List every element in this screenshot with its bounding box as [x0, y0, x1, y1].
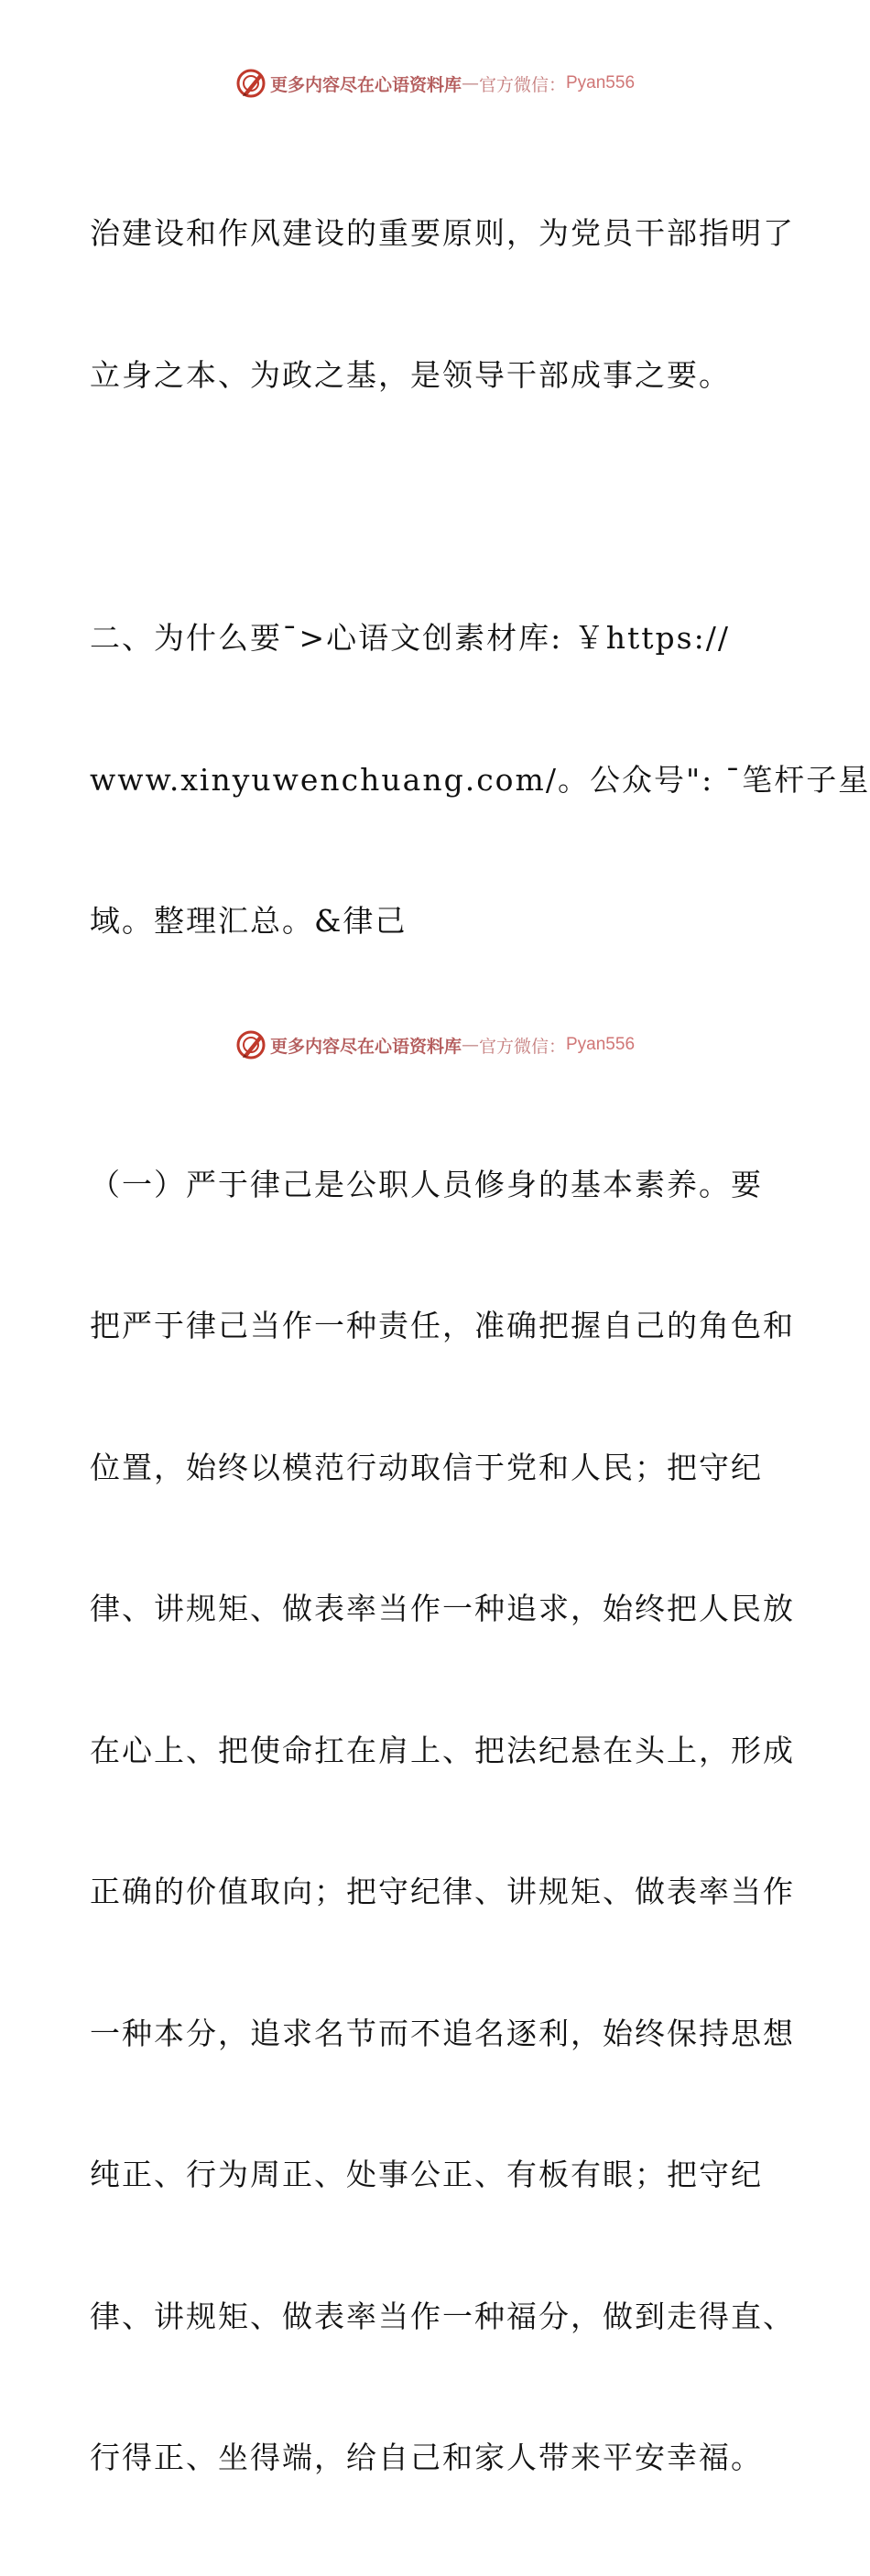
header-banner — [0, 65, 870, 102]
text-line: 域。整理汇总。&律己 — [90, 903, 408, 939]
text-line: 律、讲规矩、做表率当作一种追求，始终把人民放 — [90, 1591, 795, 1626]
text-line: 正确的价值取向；把守纪律、讲规矩、做表率当作 — [90, 1874, 795, 1909]
banner-brand: 更多内容尽在心语资料库 — [269, 1036, 462, 1057]
document-body — [90, 115, 870, 2576]
banner-wechat-label: 官方微信： — [478, 74, 566, 95]
footer-banner — [0, 1027, 870, 1063]
banner-wechat-label: 官方微信： — [478, 1036, 566, 1057]
banner-separator: — — [461, 73, 479, 93]
banner-brand: 更多内容尽在心语资料库 — [269, 74, 462, 95]
text-line: （一）严于律己是公职人员修身的基本素养。要 — [90, 1166, 763, 1202]
text-line: 在心上、把使命扛在肩上、把法纪悬在头上，形成 — [90, 1732, 795, 1768]
text-line: 二、为什么要¯>心语文创素材库: ￥https:// — [90, 620, 730, 656]
text-line: 立身之本、为政之基，是领导干部成事之要。 — [90, 356, 731, 393]
text-line: 把严于律己当作一种责任，准确把握自己的角色和 — [90, 1308, 795, 1343]
pen-circle-logo-icon — [235, 1029, 266, 1060]
pen-circle-logo-icon — [235, 68, 266, 99]
paragraph-3 — [90, 1067, 795, 2576]
text-line: 治建设和作风建设的重要原则，为党员干部指明了 — [90, 215, 795, 251]
text-line: 行得正、坐得端，给自己和家人带来平安幸福。 — [90, 2440, 763, 2475]
text-line: 位置，始终以模范行动取信于党和人民；把守纪 — [90, 1449, 763, 1485]
paragraph-2-heading — [90, 520, 870, 1039]
banner-wechat-account: Pyan556 — [566, 73, 636, 92]
text-line: 一种本分，追求名节而不追名逐利，始终保持思想 — [90, 2015, 795, 2051]
text-line: 律、讲规矩、做表率当作一种福分，做到走得直、 — [90, 2298, 795, 2334]
text-line: www.xinyuwenchuang.com/。公众号": ¯笔杆子星 — [90, 761, 870, 798]
text-line: 纯正、行为周正、处事公正、有板有眼；把守纪 — [90, 2157, 763, 2192]
banner-wechat-account: Pyan556 — [566, 1035, 636, 1054]
paragraph-1 — [90, 115, 795, 493]
banner-separator: — — [461, 1035, 479, 1055]
